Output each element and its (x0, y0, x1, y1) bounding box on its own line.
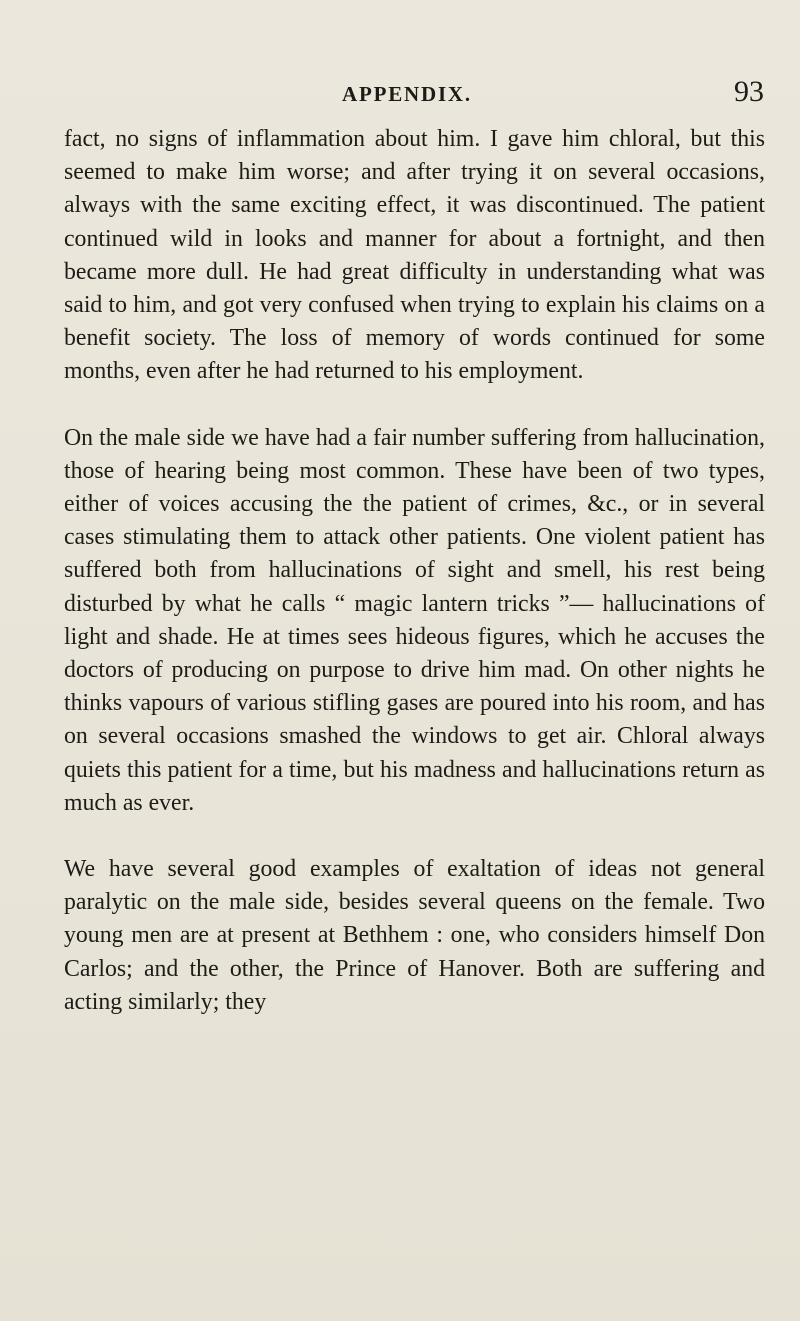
running-head (64, 75, 764, 120)
page-body (64, 123, 765, 1019)
paragraph-1: fact, no signs of inflammation about him. I gave him chloral, but this seemed to make him worse; and after trying it on several occasions, always with the same exciting effect, it was discontinued. The patient continued wild in looks and manner for about a fortnight, and then became more dull. He had great difficulty in understanding what was said to him, and got very confused when trying to explain his claims on a benefit society. The loss of memory of words continued for some months, even after he had returned to his employment. (64, 126, 765, 385)
paragraph-2: On the male side we have had a fair number suffering from hallucination, those of hearing being most common. These have been of two types, either of voices accusing the the patient of crimes, &c., or in several cases stimulating them to attack other patients. One violent patient has suffered both from hallucinations of sight and smell, his rest being disturbed by what he calls “ magic lantern tricks ”— hallucinations of light and shade. He at times sees hideous figures, which he accuses the doctors of producing on purpose to drive him mad. On other nights he thinks vapours of various stifling gases are poured into his room, and has on several occasions smashed the windows to get air. Chloral always quiets this patient for a time, but his madness and hallucinations return as much as ever. (64, 424, 765, 816)
paragraph-3: We have several good examples of exaltation of ideas not general paralytic on the male side, besides several queens on the female. Two young men are at present at Bethhem : one, who considers himself Don Carlos; and the other, the Prince of Hanover. Both are suffering and acting similarly; they (64, 856, 765, 1015)
page-header-title: APPENDIX. (342, 82, 472, 106)
page-number: 93 (734, 75, 764, 108)
